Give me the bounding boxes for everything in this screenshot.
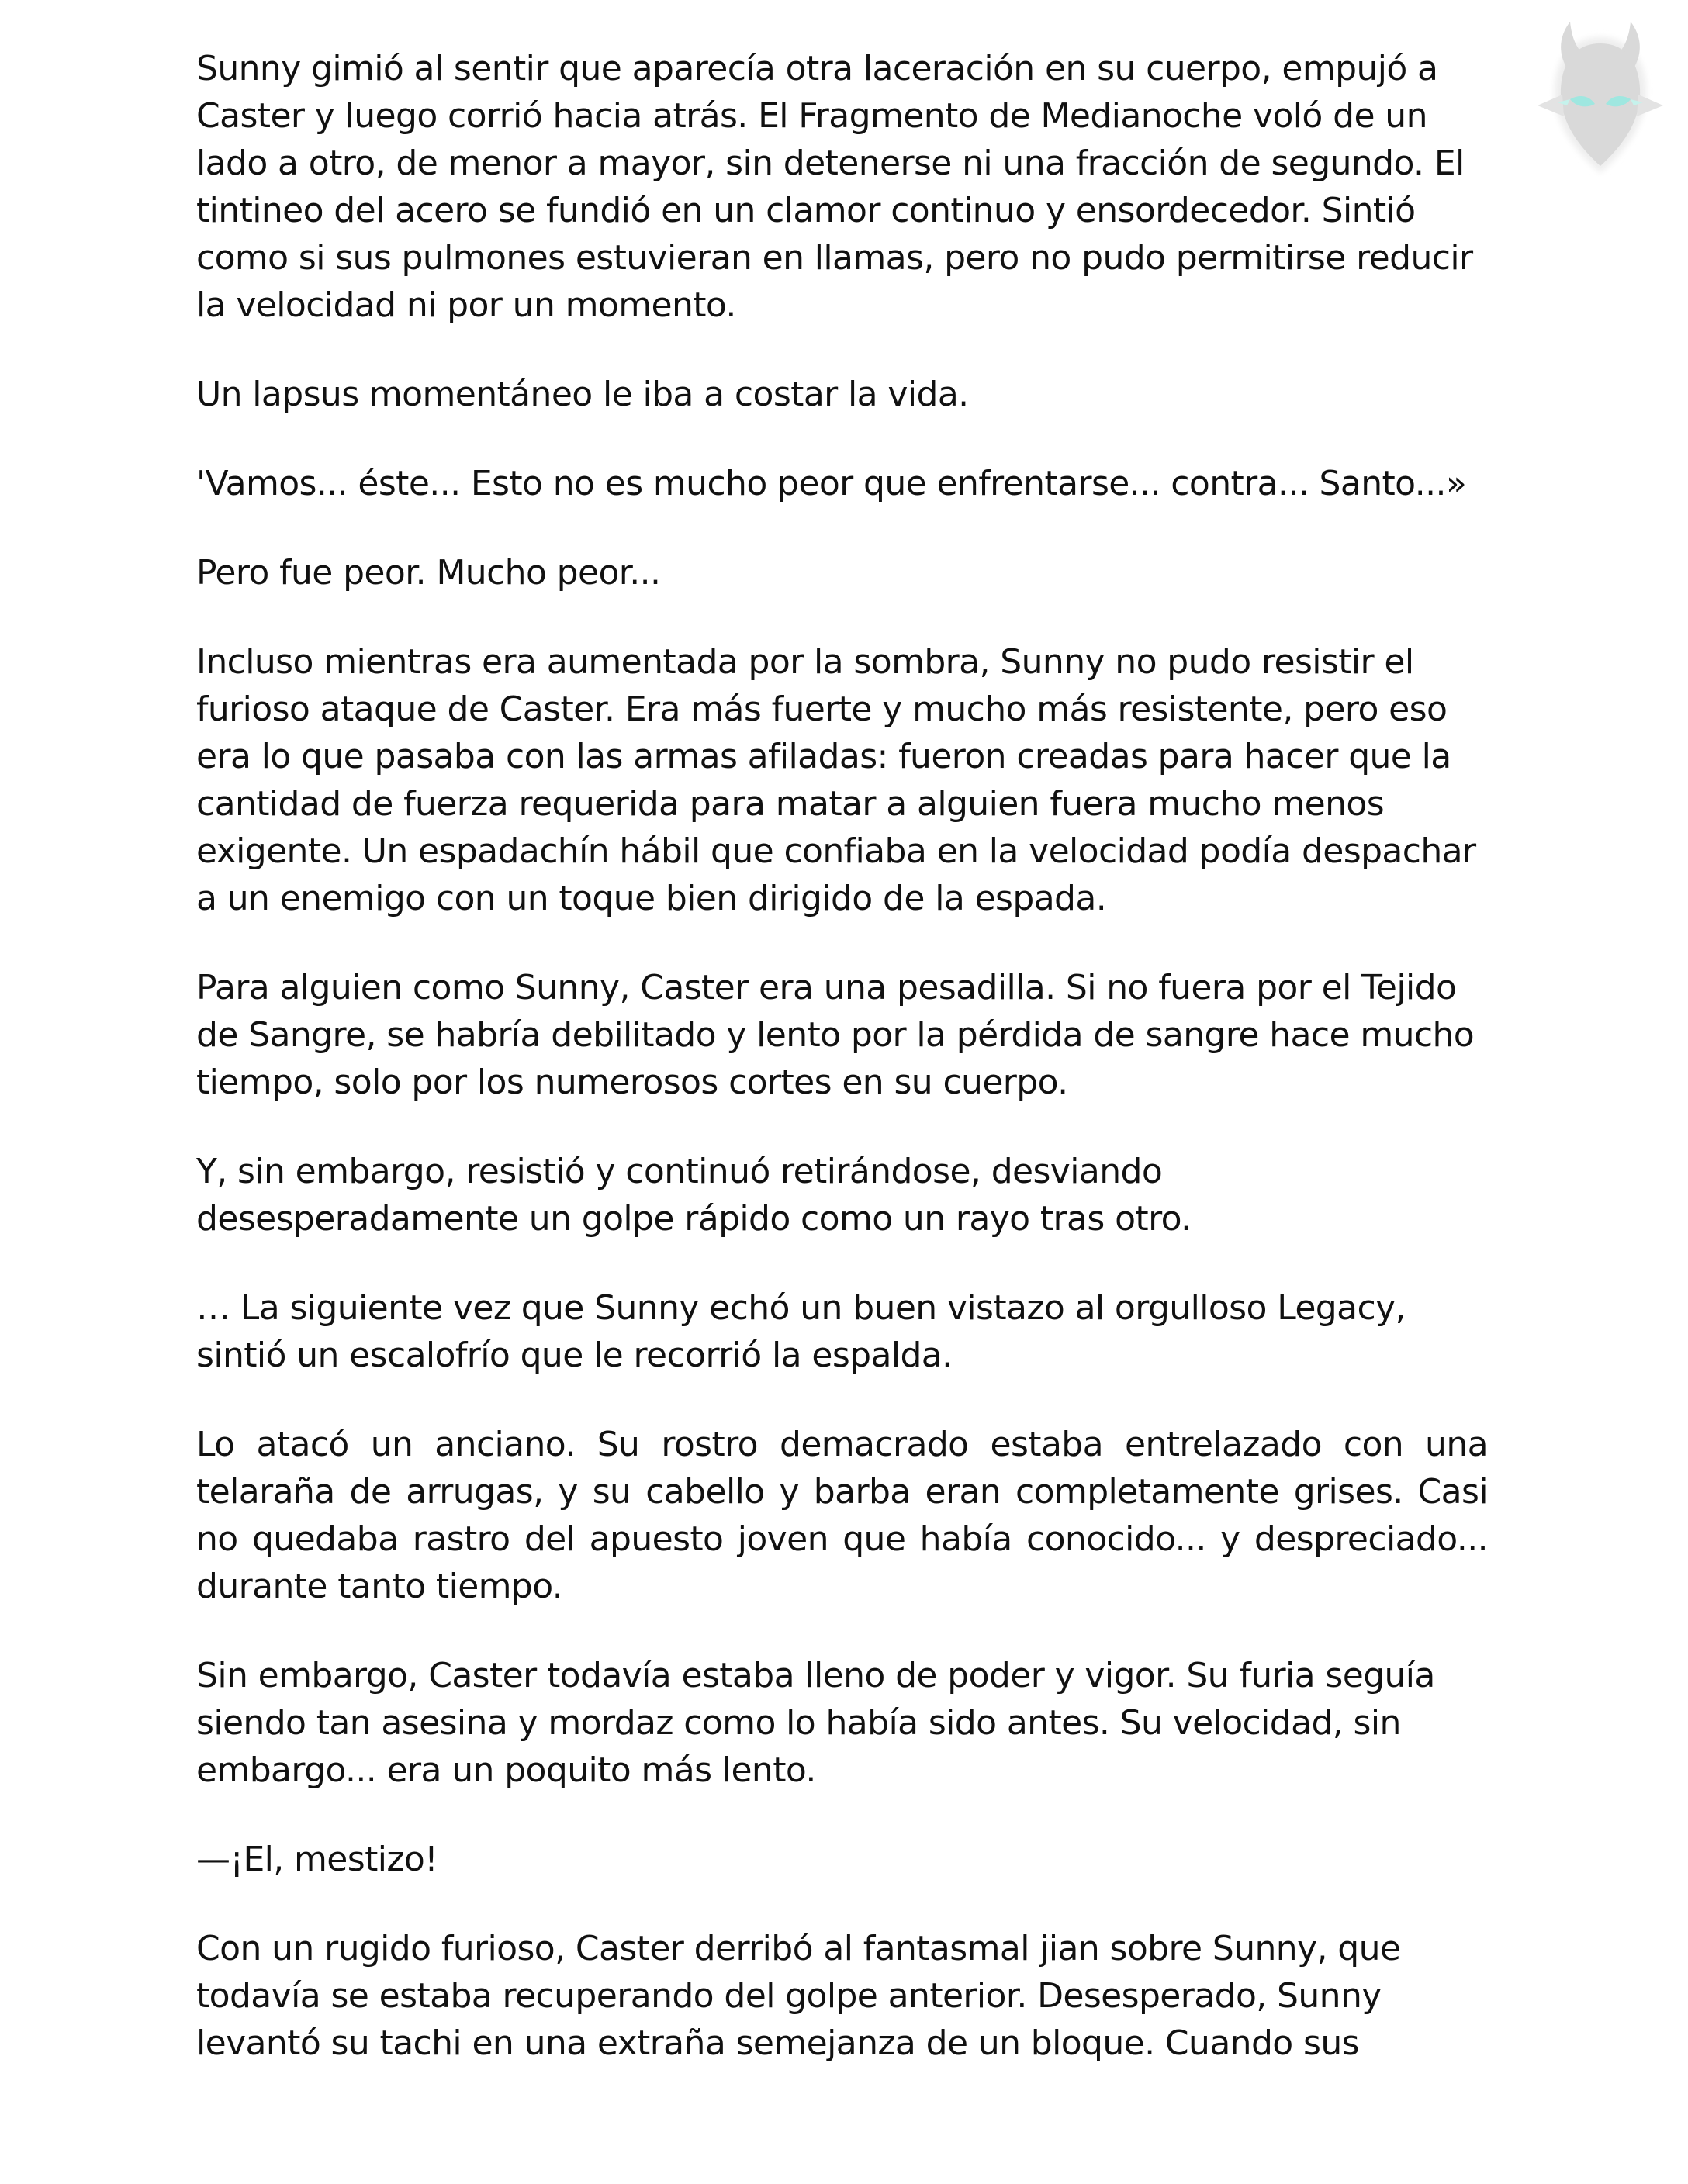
chapter-text (196, 45, 1488, 2109)
paragraph: Y, sin embargo, resistió y continuó retirándose, desviando desesperadamente un golpe rápido como un rayo tras otro. (196, 1152, 1192, 1239)
paragraph: Pero fue peor. Mucho peor... (196, 553, 661, 593)
paragraph: Un lapsus momentáneo le iba a costar la vida. (196, 375, 969, 414)
paragraph: Sin embargo, Caster todavía estaba lleno de poder y vigor. Su furia seguía siendo tan asesina y mordaz como lo había sido antes. Su velocidad, sin embargo... era un poquito más lento. (196, 1656, 1435, 1790)
paragraph: Lo atacó un anciano. Su rostro demacrado estaba entrelazado con una telaraña de arrugas, y su cabello y barba eran completamente grises. Casi no quedaba rastro del apuesto joven que había conocido... y despreciado... durante tanto tiempo. (196, 1425, 1488, 1606)
paragraph: Incluso mientras era aumentada por la sombra, Sunny no pudo resistir el furioso ataque de Caster. Era más fuerte y mucho más resistente, pero eso era lo que pasaba con las armas afiladas: fueron creadas para hacer que la cantidad de fuerza requerida para matar a alguien fuera mucho menos exigente. Un espadachín hábil que confiaba en la velocidad podía despachar a un enemigo con un toque bien dirigido de la espada. (196, 642, 1476, 918)
paragraph: Sunny gimió al sentir que aparecía otra laceración en su cuerpo, empujó a Caster y luego corrió hacia atrás. El Fragmento de Medianoche voló de un lado a otro, de menor a mayor, sin detenerse ni una fracción de segundo. El tintineo del acero se fundió en un clamor continuo y ensordecedor. Sintió como si sus pulmones estuvieran en llamas, pero no pudo permitirse reducir la velocidad ni por un momento. (196, 49, 1473, 325)
paragraph: Para alguien como Sunny, Caster era una pesadilla. Si no fuera por el Tejido de Sangre, se habría debilitado y lento por la pérdida de sangre hace mucho tiempo, solo por los numerosos cortes en su cuerpo. (196, 968, 1475, 1102)
paragraph: Con un rugido furioso, Caster derribó al fantasmal jian sobre Sunny, que todavía se estaba recuperando del golpe anterior. Desesperado, Sunny levantó su tachi en una extraña semejanza de un bloque. Cuando sus (196, 1929, 1401, 2063)
paragraph: 'Vamos... éste... Esto no es mucho peor que enfrentarse... contra... Santo...» (196, 464, 1467, 503)
paragraph: … La siguiente vez que Sunny echó un buen vistazo al orgulloso Legacy, sintió un escalofrío que le recorrió la espalda. (196, 1288, 1406, 1375)
demon-mask-icon (1527, 14, 1674, 192)
paragraph: —¡El, mestizo! (196, 1840, 438, 1879)
